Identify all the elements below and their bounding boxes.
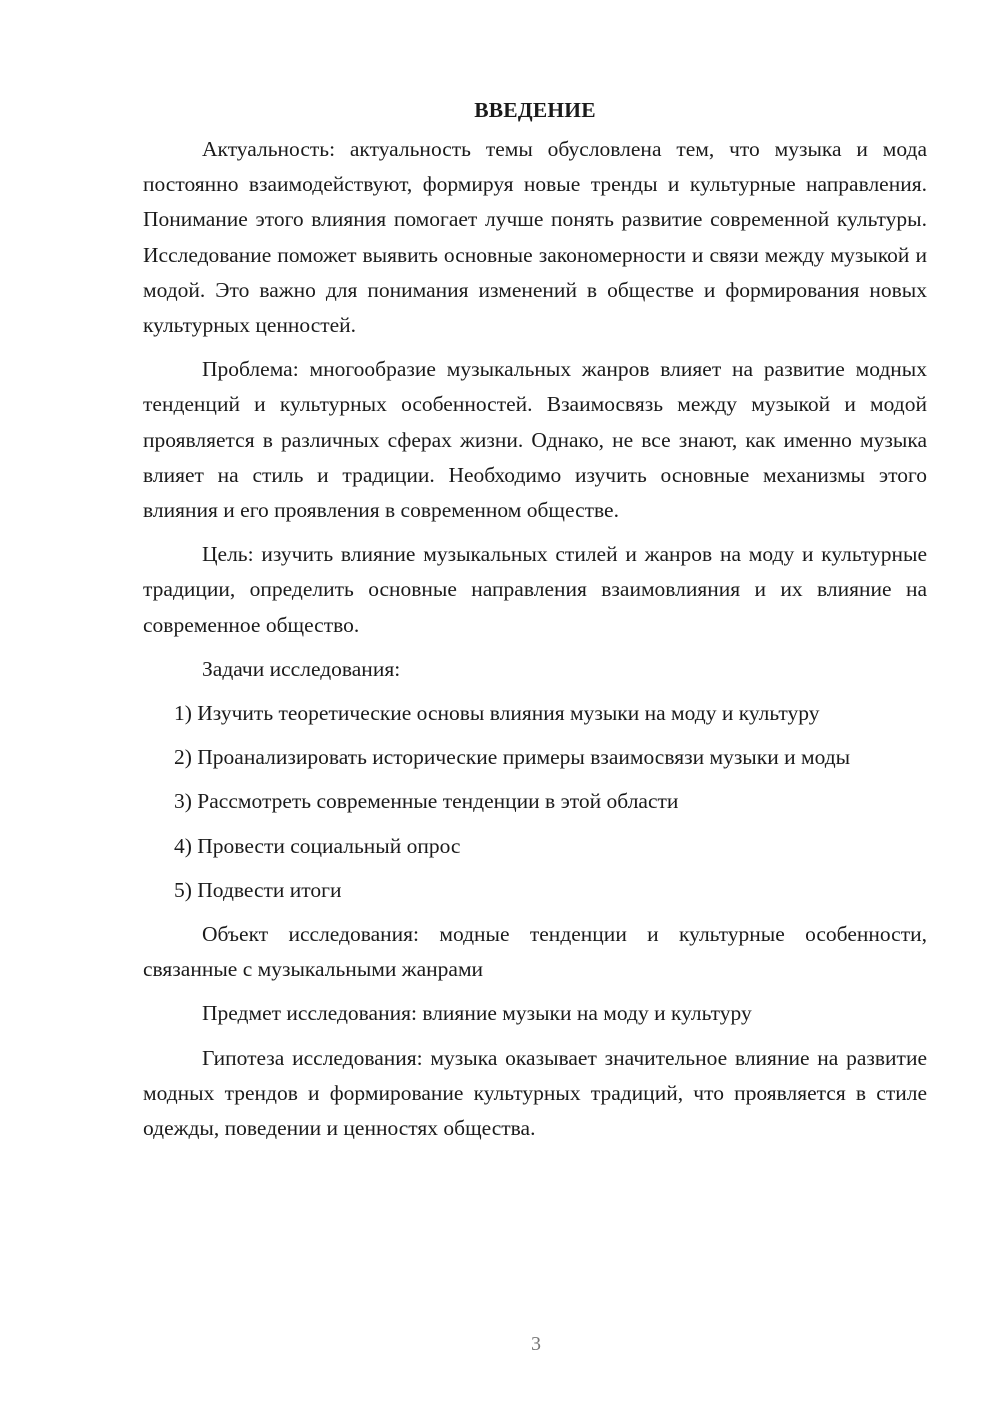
object-paragraph: Объект исследования: модные тенденции и культурные особенности, связанные с музыкальными жанрами bbox=[143, 922, 927, 982]
subject-paragraph: Предмет исследования: влияние музыки на моду и культуру bbox=[202, 1001, 752, 1026]
goal-paragraph: Цель: изучить влияние музыкальных стилей и жанров на моду и культурные традиции, определить основные направления взаимовлияния и их влияние на современное общество. bbox=[143, 542, 927, 637]
task-item: 4) Провести социальный опрос bbox=[174, 833, 461, 858]
document-page bbox=[143, 92, 927, 1155]
task-item: 3) Рассмотреть современные тенденции в этой области bbox=[174, 789, 679, 814]
page-title: ВВЕДЕНИЕ bbox=[474, 98, 596, 122]
tasks-heading: Задачи исследования: bbox=[202, 656, 401, 681]
task-item: 5) Подвести итоги bbox=[174, 877, 342, 902]
task-item: 1) Изучить теоретические основы влияния музыки на моду и культуру bbox=[174, 701, 820, 726]
page-number: 3 bbox=[531, 1333, 541, 1355]
relevance-paragraph: Актуальность: актуальность темы обусловлена тем, что музыка и мода постоянно взаимодействуют, формируя новые тренды и культурные направления. Понимание этого влияния помогает лучше понять развитие современной культуры. Исследование поможет выявить основные закономерности и связи между музыкой и модой. Это важно для понимания изменений в обществе и формирования новых культурных ценностей. bbox=[143, 137, 927, 338]
hypothesis-paragraph: Гипотеза исследования: музыка оказывает значительное влияние на развитие модных трендов и формирование культурных традиций, что проявляется в стиле одежды, поведении и ценностях общества. bbox=[143, 1045, 927, 1141]
problem-paragraph: Проблема: многообразие музыкальных жанров влияет на развитие модных тенденций и культурных особенностей. Взаимосвязь между музыкой и модой проявляется в различных сферах жизни. Однако, не все знают, как именно музыка влияет на стиль и традиции. Необходимо изучить основные механизмы этого влияния и его проявления в современном обществе. bbox=[143, 357, 927, 523]
task-item: 2) Проанализировать исторические примеры взаимосвязи музыки и моды bbox=[174, 745, 851, 770]
